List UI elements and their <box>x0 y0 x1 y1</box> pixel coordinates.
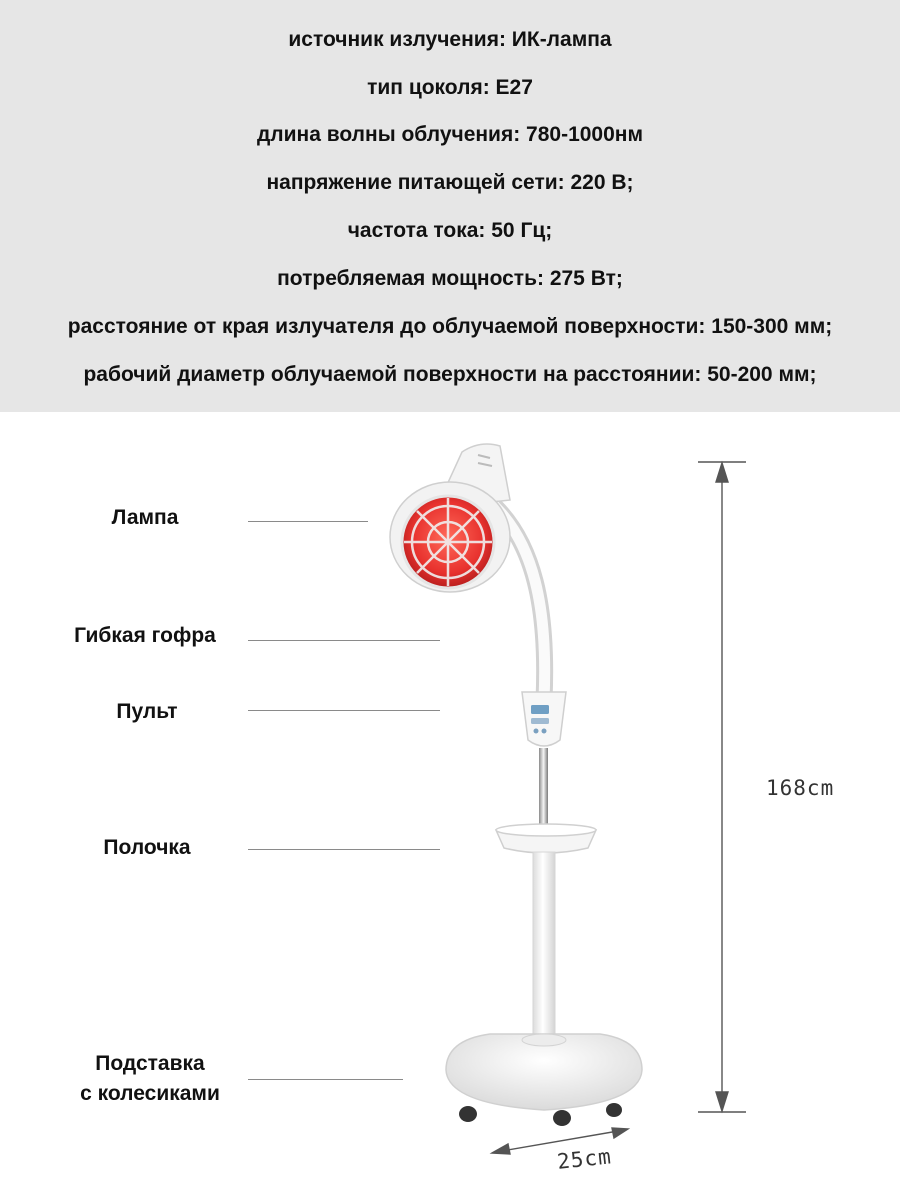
spec-base-type: тип цоколя: Е27 <box>367 76 533 99</box>
label-stand-line1: Подставка <box>95 1052 205 1075</box>
label-lamp: Лампа <box>111 506 179 529</box>
spec-source: источник излучения: ИК-лампа <box>288 28 612 51</box>
height-dimension-label: 168cm <box>766 776 835 800</box>
chrome-pole <box>539 748 548 836</box>
spec-frequency: частота тока: 50 Гц; <box>347 219 553 242</box>
lamp-head <box>390 444 510 592</box>
height-dimension-line <box>698 462 746 1112</box>
spec-diameter: рабочий диаметр облучаемой поверхности на расстоянии: 50-200 мм; <box>83 363 817 386</box>
label-hose: Гибкая гофра <box>74 624 216 647</box>
spec-wavelength: длина волны облучения: 780-1000нм <box>256 123 644 146</box>
base-width-dimension-label: 25cm <box>556 1144 613 1174</box>
label-shelf: Полочка <box>103 836 191 859</box>
spec-power: потребляемая мощность: 275 Вт; <box>277 267 623 290</box>
remote-control <box>522 692 566 746</box>
spec-voltage: напряжение питающей сети: 220 В; <box>266 171 634 194</box>
lamp-illustration <box>0 412 900 1200</box>
rolling-base <box>446 1034 642 1126</box>
shelf-tray <box>496 824 596 853</box>
white-pole <box>533 852 555 1042</box>
spec-distance: расстояние от края излучателя до облучаемой поверхности: 150-300 мм; <box>67 315 833 338</box>
label-stand-line2: с колесиками <box>80 1082 220 1105</box>
label-remote: Пульт <box>116 700 178 723</box>
specs-panel <box>0 0 900 412</box>
